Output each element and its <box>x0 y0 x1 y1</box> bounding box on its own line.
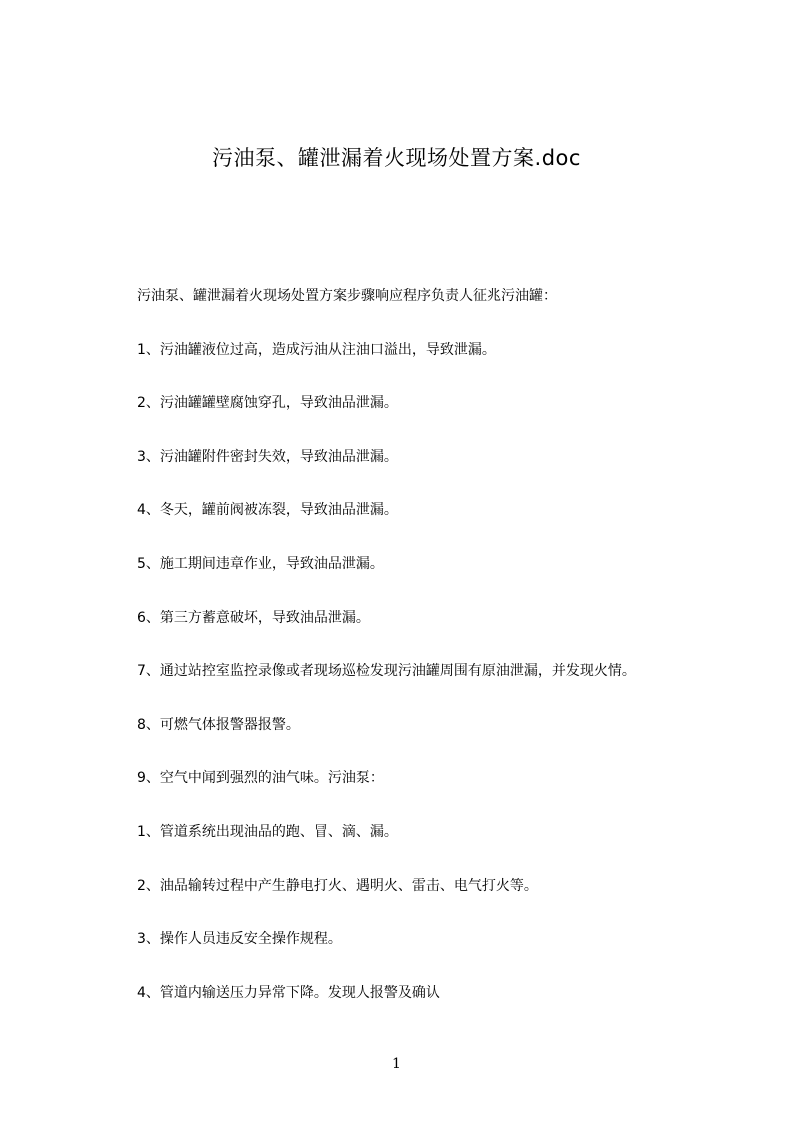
paragraph-pump-item-2: 2、油品输转过程中产生静电打火、遇明火、雷击、电气打火等。 <box>137 877 538 894</box>
paragraph-tank-item-2: 2、污油罐罐壁腐蚀穿孔，导致油品泄漏。 <box>137 395 398 412</box>
paragraph-tank-item-1: 1、污油罐液位过高，造成污油从注油口溢出，导致泄漏。 <box>137 341 496 358</box>
paragraph-tank-item-5: 5、施工期间违章作业，导致油品泄漏。 <box>137 555 384 572</box>
paragraph-tank-item-7: 7、通过站控室监控录像或者现场巡检发现污油罐周围有原油泄漏，并发现火情。 <box>137 663 636 680</box>
document-title: 污油泵、罐泄漏着火现场处置方案.doc <box>212 146 581 170</box>
document-body <box>137 286 757 1036</box>
paragraph-tank-item-4: 4、冬天，罐前阀被冻裂，导致油品泄漏。 <box>137 502 398 519</box>
paragraph-tank-item-9: 9、空气中闻到强烈的油气味。污油泵： <box>137 770 384 787</box>
paragraph-tank-item-8: 8、可燃气体报警器报警。 <box>137 716 300 733</box>
paragraph-tank-item-3: 3、污油罐附件密封失效，导致油品泄漏。 <box>137 448 398 465</box>
paragraph-tank-item-6: 6、第三方蓄意破坏，导致油品泄漏。 <box>137 609 370 626</box>
paragraph-intro: 污油泵、罐泄漏着火现场处置方案步骤响应程序负责人征兆污油罐： <box>137 288 557 304</box>
page-number: 1 <box>392 1056 401 1072</box>
paragraph-pump-item-1: 1、管道系统出现油品的跑、冒、滴、漏。 <box>137 823 398 840</box>
paragraph-pump-item-3: 3、操作人员违反安全操作规程。 <box>137 931 342 948</box>
paragraph-pump-item-4: 4、管道内输送压力异常下降。发现人报警及确认 <box>137 984 440 1001</box>
